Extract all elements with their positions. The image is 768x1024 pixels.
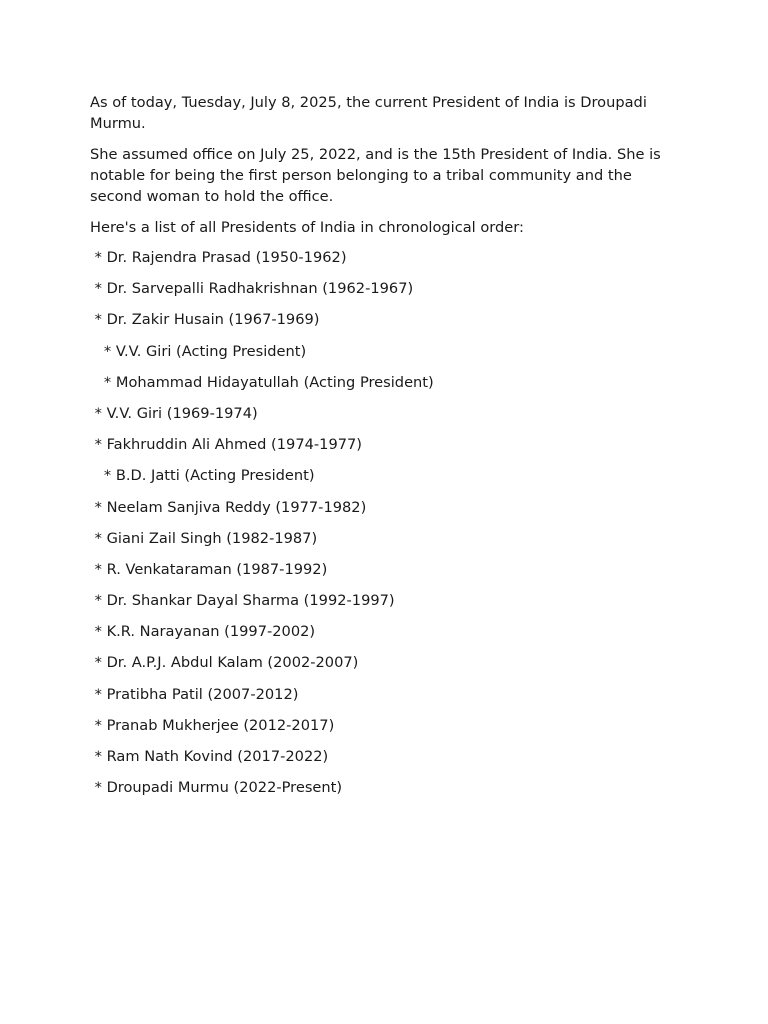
list-item: * Pranab Mukherjee (2012-2017) [90, 716, 335, 734]
current-president-paragraph: As of today, Tuesday, July 8, 2025, the current President of India is Droupadi Murmu. [90, 94, 647, 132]
list-item: * R. Venkataraman (1987-1992) [90, 560, 328, 578]
presidents-list [90, 247, 680, 808]
list-item: * B.D. Jatti (Acting President) [90, 467, 315, 485]
list-item: * Mohammad Hidayatullah (Acting President) [90, 373, 434, 391]
list-item: * Ram Nath Kovind (2017-2022) [90, 748, 329, 765]
list-item: * Dr. Sarvepalli Radhakrishnan (1962-1967) [90, 280, 414, 298]
list-item: * Droupadi Murmu (2022-Present) [90, 779, 343, 797]
list-item: * Neelam Sanjiva Reddy (1977-1982) [90, 498, 367, 516]
list-item: * V.V. Giri (1969-1974) [90, 404, 258, 422]
list-item: * Dr. A.P.J. Abdul Kalam (2002-2007) [90, 654, 359, 672]
list-intro-paragraph: Here's a list of all Presidents of India in chronological order: [90, 219, 524, 236]
list-item: * Dr. Shankar Dayal Sharma (1992-1997) [90, 592, 395, 610]
list-item: * Dr. Zakir Husain (1967-1969) [90, 311, 320, 329]
list-item: * Giani Zail Singh (1982-1987) [90, 529, 318, 547]
list-item: * V.V. Giri (Acting President) [90, 342, 307, 360]
list-item: * Fakhruddin Ali Ahmed (1974-1977) [90, 436, 362, 454]
assumed-office-paragraph: She assumed office on July 25, 2022, and is the 15th President of India. She is notable for being the first person belonging to a tribal community and the second woman to hold the office. [90, 146, 661, 205]
list-item: * K.R. Narayanan (1997-2002) [90, 623, 316, 641]
document-body [90, 92, 680, 808]
list-item: * Pratibha Patil (2007-2012) [90, 685, 299, 703]
list-item: * Dr. Rajendra Prasad (1950-1962) [90, 249, 347, 266]
